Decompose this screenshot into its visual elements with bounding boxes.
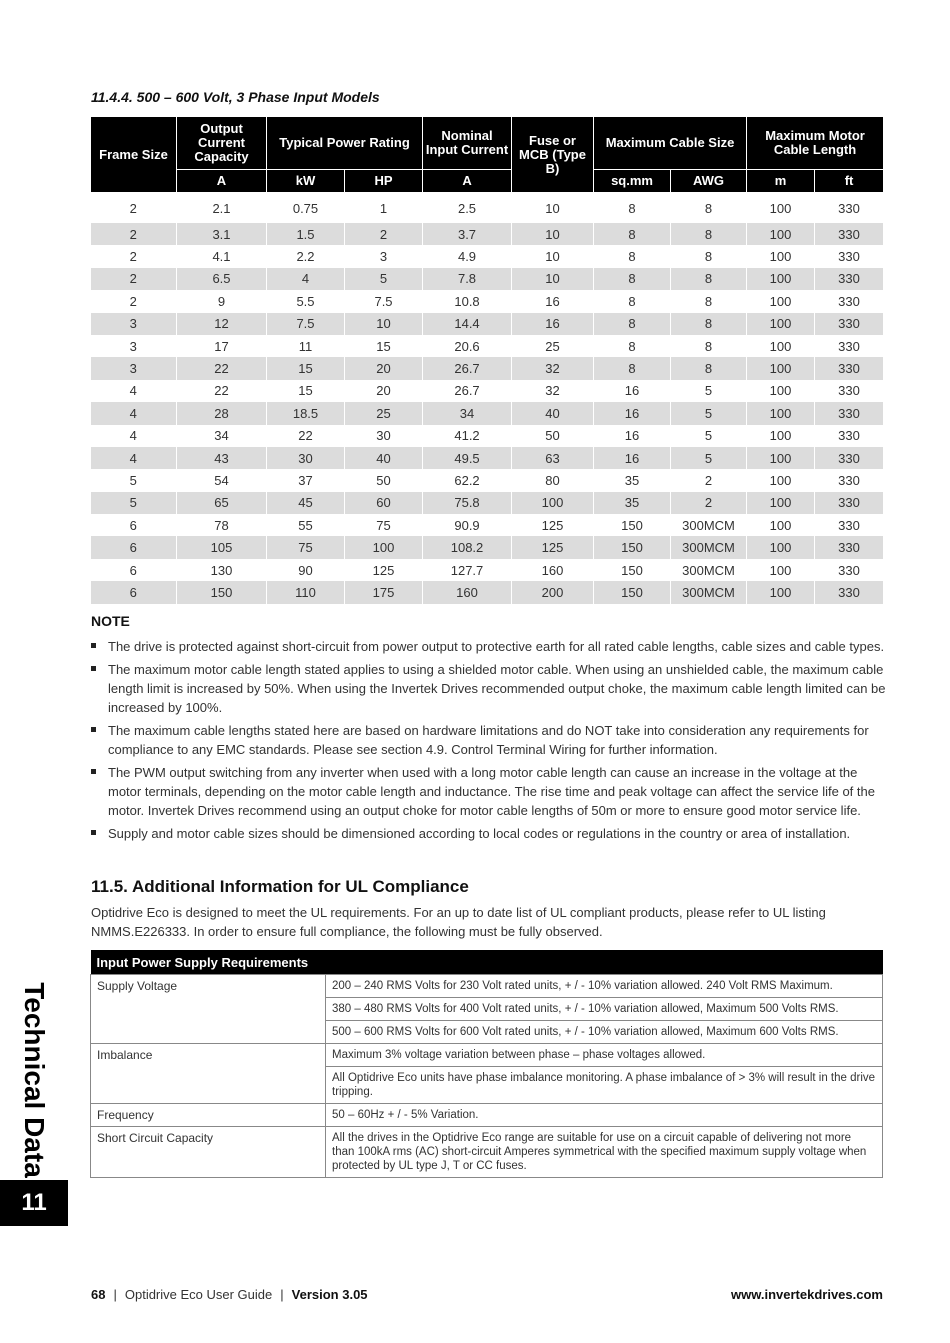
table-cell: 100: [747, 245, 815, 267]
table-cell: 16: [594, 380, 671, 402]
header-max-cable-size: Maximum Cable Size: [594, 117, 747, 170]
table-cell: 5: [91, 469, 177, 491]
ratings-table: [90, 116, 884, 604]
unit-header: A: [177, 170, 267, 193]
table-cell: 2: [91, 193, 177, 224]
table-cell: 8: [671, 335, 747, 357]
table-cell: 9: [177, 290, 267, 312]
imbalance-value: Maximum 3% voltage variation between phase – phase voltages allowed.: [326, 1044, 883, 1067]
short-circuit-label: Short Circuit Capacity: [91, 1127, 326, 1178]
table-cell: 41.2: [423, 425, 512, 447]
unit-header: AWG: [671, 170, 747, 193]
table-row: [91, 245, 884, 267]
table-cell: 105: [177, 536, 267, 558]
table-row: [91, 559, 884, 581]
table-cell: 10: [512, 245, 594, 267]
table-cell: 26.7: [423, 380, 512, 402]
table-cell: 125: [512, 514, 594, 536]
table-cell: 25: [345, 402, 423, 424]
note-item: [91, 763, 886, 820]
imbalance-label: Imbalance: [91, 1044, 326, 1104]
unit-header: HP: [345, 170, 423, 193]
table-cell: 30: [267, 447, 345, 469]
note-text: The maximum cable lengths stated here are based on hardware limitations and do NOT take into consideration any requirements for compliance to any EMC standards. Please see section 4.9. Control Terminal Wiring for further information.: [108, 723, 869, 757]
note-list: [91, 637, 886, 847]
table-cell: 330: [815, 469, 884, 491]
table-cell: 2: [91, 290, 177, 312]
table-cell: 330: [815, 313, 884, 335]
table-cell: 100: [747, 313, 815, 335]
table-cell: 2: [91, 223, 177, 245]
table-row: [91, 447, 884, 469]
table-row: [91, 357, 884, 379]
table-cell: 17: [177, 335, 267, 357]
table-cell: 16: [594, 447, 671, 469]
table-row: [91, 425, 884, 447]
ul-section-heading: 11.5. Additional Information for UL Compliance: [91, 877, 469, 896]
table-cell: 25: [512, 335, 594, 357]
table-cell: 75.8: [423, 492, 512, 514]
table-cell: 100: [747, 492, 815, 514]
table-cell: 2: [91, 268, 177, 290]
table-cell: 330: [815, 559, 884, 581]
table-cell: 22: [177, 357, 267, 379]
table-cell: 54: [177, 469, 267, 491]
table-cell: 6: [91, 559, 177, 581]
note-item: [91, 637, 886, 656]
table-cell: 10.8: [423, 290, 512, 312]
bullet-icon: [91, 727, 96, 732]
table-cell: 330: [815, 402, 884, 424]
table-cell: 18.5: [267, 402, 345, 424]
table-cell: 8: [671, 268, 747, 290]
table-cell: 50: [512, 425, 594, 447]
table-row: [91, 380, 884, 402]
table-cell: 65: [177, 492, 267, 514]
table-cell: 175: [345, 581, 423, 603]
table-cell: 43: [177, 447, 267, 469]
table-cell: 3: [91, 335, 177, 357]
table-cell: 200: [512, 581, 594, 603]
table-cell: 5: [671, 402, 747, 424]
header-max-motor-cable: Maximum Motor Cable Length: [747, 117, 884, 170]
table-cell: 6: [91, 581, 177, 603]
table-cell: 4: [91, 425, 177, 447]
table-cell: 130: [177, 559, 267, 581]
table-cell: 100: [747, 425, 815, 447]
table-cell: 100: [345, 536, 423, 558]
unit-header: ft: [815, 170, 884, 193]
table-cell: 49.5: [423, 447, 512, 469]
table-row: [91, 536, 884, 558]
table-cell: 108.2: [423, 536, 512, 558]
table-cell: 30: [345, 425, 423, 447]
version-label: Version 3.05: [291, 1287, 368, 1302]
table-cell: 150: [594, 581, 671, 603]
table-cell: 5: [345, 268, 423, 290]
table-cell: 20: [345, 380, 423, 402]
table-cell: 60: [345, 492, 423, 514]
table-cell: 11: [267, 335, 345, 357]
table-cell: 45: [267, 492, 345, 514]
table-cell: 8: [671, 223, 747, 245]
note-text: The maximum motor cable length stated applies to using a shielded motor cable. When using an unshielded cable, the maximum cable length limit is increased by 50%. When using the Invertek Drives recommended output choke, the maximum cable length limited can be increased by 100%.: [108, 662, 886, 715]
note-text: The drive is protected against short-circuit from power output to protective earth for all rated cable lengths, cable sizes and cable types.: [108, 639, 885, 654]
table-cell: 16: [512, 290, 594, 312]
guide-name: Optidrive Eco User Guide: [124, 1287, 273, 1302]
table-cell: 8: [594, 313, 671, 335]
table-cell: 100: [747, 469, 815, 491]
table-cell: 15: [267, 380, 345, 402]
table-cell: 2.1: [177, 193, 267, 224]
table-cell: 8: [671, 245, 747, 267]
table-cell: 8: [671, 193, 747, 224]
table-cell: 8: [671, 313, 747, 335]
table-cell: 2: [671, 469, 747, 491]
table-cell: 100: [747, 223, 815, 245]
table-cell: 4: [91, 380, 177, 402]
table-cell: 300MCM: [671, 536, 747, 558]
header-frame-size: Frame Size: [91, 117, 177, 193]
header-fuse: Fuse or MCB (Type B): [512, 117, 594, 193]
table-cell: 8: [671, 357, 747, 379]
table-cell: 100: [747, 559, 815, 581]
table-cell: 10: [512, 268, 594, 290]
table-cell: 330: [815, 425, 884, 447]
table-row: [91, 268, 884, 290]
note-item: [91, 721, 886, 759]
page-number: 68: [91, 1287, 106, 1302]
note-text: Supply and motor cable sizes should be dimensioned according to local codes or regulations in the country or area of installation.: [108, 826, 851, 841]
table-cell: 8: [594, 193, 671, 224]
table-cell: 100: [747, 268, 815, 290]
table-cell: 55: [267, 514, 345, 536]
table-cell: 300MCM: [671, 559, 747, 581]
table-cell: 330: [815, 335, 884, 357]
table-cell: 20.6: [423, 335, 512, 357]
bullet-icon: [91, 830, 96, 835]
unit-header: A: [423, 170, 512, 193]
table-cell: 100: [747, 380, 815, 402]
supply-voltage-value: 200 – 240 RMS Volts for 230 Volt rated units, + / - 10% variation allowed. 240 Volt RMS Maximum.: [326, 975, 883, 998]
table-cell: 6.5: [177, 268, 267, 290]
requirements-table-header: Input Power Supply Requirements: [91, 950, 883, 975]
table-cell: 160: [423, 581, 512, 603]
table-cell: 330: [815, 581, 884, 603]
table-cell: 0.75: [267, 193, 345, 224]
table-row: [91, 313, 884, 335]
ul-section-intro: Optidrive Eco is designed to meet the UL requirements. For an up to date list of UL compliant products, please refer to UL listing NMMS.E226333. In order to ensure full compliance, the following must be fully observed.: [91, 905, 826, 939]
table-cell: 1.5: [267, 223, 345, 245]
table-cell: 2.5: [423, 193, 512, 224]
note-text: The PWM output switching from any inverter when used with a long motor cable length can cause an increase in the voltage at the motor terminals, depending on the motor cable length and inductance. The rise time and peak voltage can affect the service life of the motor. Invertek Drives recommend using an output choke for motor cable lengths of 50m or more to ensure good motor service life.: [108, 765, 875, 818]
table-cell: 100: [747, 193, 815, 224]
supply-voltage-label: Supply Voltage: [91, 975, 326, 1044]
table-cell: 80: [512, 469, 594, 491]
table-cell: 2: [91, 245, 177, 267]
table-cell: 5: [671, 425, 747, 447]
table-cell: 32: [512, 380, 594, 402]
table-cell: 5: [671, 380, 747, 402]
bullet-icon: [91, 643, 96, 648]
table-cell: 5.5: [267, 290, 345, 312]
table-cell: 330: [815, 380, 884, 402]
table-cell: 6: [91, 514, 177, 536]
table-cell: 63: [512, 447, 594, 469]
table-row: [91, 514, 884, 536]
table-cell: 16: [512, 313, 594, 335]
table-cell: 12: [177, 313, 267, 335]
table-cell: 7.8: [423, 268, 512, 290]
imbalance-value: All Optidrive Eco units have phase imbalance monitoring. A phase imbalance of > 3% will result in the drive tripping.: [326, 1067, 883, 1104]
short-circuit-value: All the drives in the Optidrive Eco range are suitable for use on a circuit capable of delivering not more than 100kA rms (AC) short-circuit Amperes symmetrical with the specified maximum supply voltage when protected by UL type J, T or CC fuses.: [326, 1127, 883, 1178]
table-cell: 8: [671, 290, 747, 312]
table-row: [91, 581, 884, 603]
table-row: [91, 492, 884, 514]
table-cell: 3: [91, 313, 177, 335]
table-cell: 100: [747, 581, 815, 603]
table-cell: 300MCM: [671, 581, 747, 603]
table-row: [91, 335, 884, 357]
table-cell: 8: [594, 268, 671, 290]
table-cell: 160: [512, 559, 594, 581]
table-cell: 22: [177, 380, 267, 402]
header-output-current: Output Current Capacity: [177, 117, 267, 170]
table-cell: 330: [815, 245, 884, 267]
table-cell: 330: [815, 536, 884, 558]
side-tab-label: Technical Data: [19, 982, 50, 1178]
table-cell: 300MCM: [671, 514, 747, 536]
frequency-label: Frequency: [91, 1104, 326, 1127]
table-cell: 90.9: [423, 514, 512, 536]
table-row: [91, 193, 884, 224]
table-cell: 330: [815, 290, 884, 312]
table-cell: 78: [177, 514, 267, 536]
table-cell: 75: [267, 536, 345, 558]
table-cell: 3.1: [177, 223, 267, 245]
table-cell: 150: [594, 559, 671, 581]
table-cell: 4.9: [423, 245, 512, 267]
table-cell: 330: [815, 193, 884, 224]
note-item: [91, 660, 886, 717]
table-cell: 100: [747, 447, 815, 469]
table-cell: 150: [594, 514, 671, 536]
table-cell: 34: [177, 425, 267, 447]
table-cell: 100: [747, 402, 815, 424]
table-cell: 8: [594, 335, 671, 357]
table-cell: 40: [345, 447, 423, 469]
table-cell: 16: [594, 425, 671, 447]
table-cell: 8: [594, 290, 671, 312]
table-row: [91, 223, 884, 245]
table-cell: 10: [512, 223, 594, 245]
table-cell: 100: [747, 536, 815, 558]
table-cell: 127.7: [423, 559, 512, 581]
table-cell: 3: [345, 245, 423, 267]
table-cell: 100: [512, 492, 594, 514]
table-cell: 110: [267, 581, 345, 603]
table-cell: 32: [512, 357, 594, 379]
bullet-icon: [91, 666, 96, 671]
side-tab: [0, 980, 68, 1180]
table-cell: 2: [671, 492, 747, 514]
table-cell: 26.7: [423, 357, 512, 379]
table-row: [91, 469, 884, 491]
table-cell: 35: [594, 469, 671, 491]
unit-header: sq.mm: [594, 170, 671, 193]
website-link[interactable]: www.invertekdrives.com: [731, 1287, 883, 1302]
unit-header: m: [747, 170, 815, 193]
table-cell: 15: [267, 357, 345, 379]
table-cell: 1: [345, 193, 423, 224]
table-cell: 2.2: [267, 245, 345, 267]
table-cell: 100: [747, 357, 815, 379]
section-title: 11.4.4. 500 – 600 Volt, 3 Phase Input Models: [91, 89, 380, 105]
table-cell: 75: [345, 514, 423, 536]
table-cell: 150: [594, 536, 671, 558]
table-cell: 5: [671, 447, 747, 469]
header-nominal-input: Nominal Input Current: [423, 117, 512, 170]
table-cell: 4: [91, 402, 177, 424]
bullet-icon: [91, 769, 96, 774]
table-cell: 14.4: [423, 313, 512, 335]
table-cell: 15: [345, 335, 423, 357]
table-cell: 4: [267, 268, 345, 290]
header-typical-power: Typical Power Rating: [267, 117, 423, 170]
table-cell: 150: [177, 581, 267, 603]
frequency-value: 50 – 60Hz + / - 5% Variation.: [326, 1104, 883, 1127]
table-cell: 4: [91, 447, 177, 469]
table-cell: 22: [267, 425, 345, 447]
power-supply-requirements-table: [90, 950, 883, 1178]
table-cell: 330: [815, 357, 884, 379]
table-cell: 40: [512, 402, 594, 424]
footer-separator: |: [113, 1287, 117, 1302]
table-cell: 330: [815, 492, 884, 514]
table-cell: 100: [747, 290, 815, 312]
table-cell: 330: [815, 447, 884, 469]
table-cell: 330: [815, 268, 884, 290]
table-cell: 28: [177, 402, 267, 424]
table-cell: 100: [747, 335, 815, 357]
table-row: [91, 290, 884, 312]
table-cell: 125: [345, 559, 423, 581]
table-cell: 10: [345, 313, 423, 335]
table-cell: 62.2: [423, 469, 512, 491]
table-cell: 37: [267, 469, 345, 491]
table-cell: 7.5: [267, 313, 345, 335]
supply-voltage-value: 500 – 600 RMS Volts for 600 Volt rated units, + / - 10% variation allowed, Maximum 600 Volts RMS.: [326, 1021, 883, 1044]
table-cell: 34: [423, 402, 512, 424]
table-cell: 8: [594, 357, 671, 379]
note-heading: NOTE: [91, 613, 130, 629]
table-cell: 7.5: [345, 290, 423, 312]
table-cell: 4.1: [177, 245, 267, 267]
supply-voltage-value: 380 – 480 RMS Volts for 400 Volt rated units, + / - 10% variation allowed, Maximum 500 Volts RMS.: [326, 998, 883, 1021]
table-cell: 8: [594, 223, 671, 245]
unit-header: kW: [267, 170, 345, 193]
table-cell: 330: [815, 514, 884, 536]
table-cell: 2: [345, 223, 423, 245]
table-cell: 10: [512, 193, 594, 224]
table-row: [91, 402, 884, 424]
table-cell: 90: [267, 559, 345, 581]
table-cell: 3: [91, 357, 177, 379]
table-cell: 5: [91, 492, 177, 514]
footer-left: [91, 1287, 368, 1302]
chapter-number: 11: [0, 1180, 68, 1226]
table-cell: 20: [345, 357, 423, 379]
table-cell: 100: [747, 514, 815, 536]
note-item: [91, 824, 886, 843]
table-cell: 330: [815, 223, 884, 245]
footer-separator: |: [280, 1287, 284, 1302]
table-cell: 3.7: [423, 223, 512, 245]
table-cell: 125: [512, 536, 594, 558]
table-cell: 50: [345, 469, 423, 491]
table-cell: 8: [594, 245, 671, 267]
table-cell: 6: [91, 536, 177, 558]
table-cell: 35: [594, 492, 671, 514]
table-cell: 16: [594, 402, 671, 424]
